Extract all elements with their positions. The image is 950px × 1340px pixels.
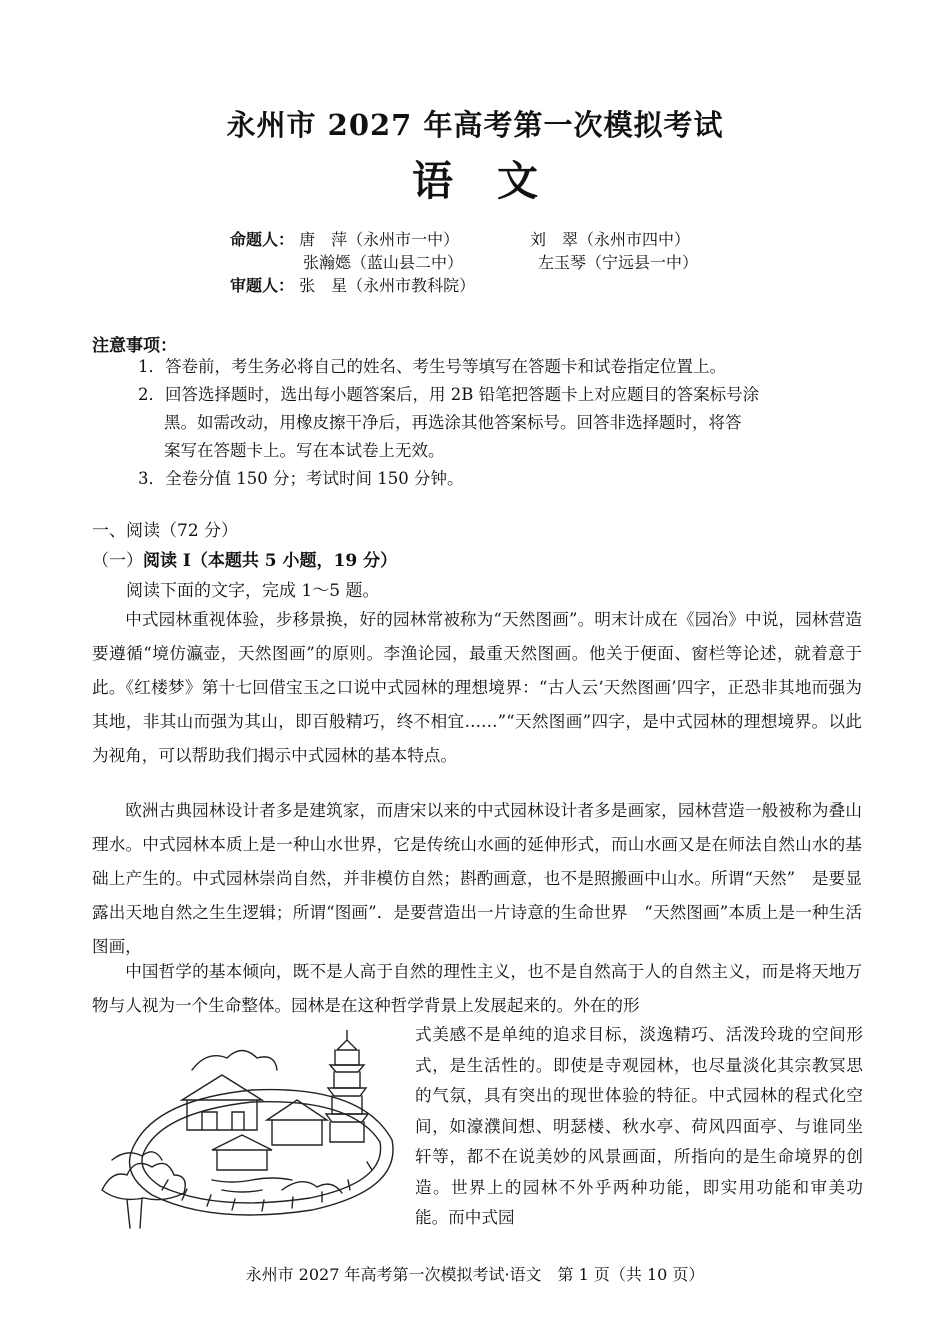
reviewer-label: 审题人：: [230, 276, 295, 295]
subject-title: 语文: [412, 157, 582, 205]
note-item: 案写在答题卡上。写在本试卷上无效。: [164, 441, 445, 460]
instruction: 阅读下面的文字，完成 1～5 题。: [126, 581, 380, 601]
section-title: 一、阅读（72 分）: [92, 521, 239, 541]
note-item: 1．答卷前，考生务必将自己的姓名、考生号等填写在答题卡和试卷指定位置上。: [138, 357, 726, 376]
part-heading: 阅读 I（本题共 5 小题，19 分）: [143, 551, 398, 571]
proposer-name: 张瀚嫕（蓝山县二中）: [303, 253, 464, 272]
proposer-name: 刘 翠（永州市四中）: [530, 230, 691, 249]
paragraph-text: 中式园林重视体验，步移景换，好的园林常被称为“天然图画”。明末计成在《园冶》中说，园林营造要遵循“境仿瀛壶，天然图画”的原则。李渔论园，最重天然图画。他关于便面、窗栏等论述，就着意于此。《红楼梦》第十七回借宝玉之口说中式园林的理想境界：“古人云‘天然图画’四字，正恐非其地而强为其地，非其山而强为其山，即百般精巧，终不相宜……”“天然图画”四字，是中式园林的理想境界。以此为视角，可以帮助我们揭示中式园林的基本特点。: [92, 610, 862, 765]
paragraph-text: 式美感不是单纯的追求目标，淡逸精巧、活泼玲珑的空间形式，是生活性的。即使是寺观园林，也尽量淡化其宗教冥思的气氛，具有突出的现世体验的特征。中式园林的程式化空间，如濠濮间想、明瑟楼、秋水亭、荷风四面亭、与谁同坐轩等，都不在说美妙的风景画面，所指向的是生命境界的创造。世界上的园林不外乎两种功能，即实用功能和审美功能。而中式园: [415, 1025, 863, 1227]
exam-title: 永州市 2027 年高考第一次模拟考试: [226, 108, 724, 142]
proposer-label: 命题人：: [230, 230, 295, 249]
proposer-name: 唐 萍（永州市一中）: [299, 230, 460, 249]
garden-illustration: [92, 1030, 412, 1230]
proposer-name: 左玉琴（宁远县一中）: [538, 253, 699, 272]
reviewer-name: 张 星（永州市教科院）: [299, 276, 476, 295]
passage-paragraph-3-wrap: [415, 1020, 863, 1234]
passage-paragraph-3: [92, 955, 862, 1023]
page-footer: 永州市 2027 年高考第一次模拟考试·语文 第 1 页（共 10 页）: [245, 1265, 705, 1284]
note-item: 3．全卷分值 150 分；考试时间 150 分钟。: [138, 469, 464, 488]
passage-paragraph-1: [92, 603, 862, 773]
proposer-row-1: [230, 228, 459, 252]
paragraph-text: 欧洲古典园林设计者多是建筑家，而唐宋以来的中式园林设计者多是画家，园林营造一般被称为叠山理水。中式园林本质上是一种山水世界，它是传统山水画的延伸形式，而山水画又是在师法自然山水的基础上产生的。中式园林崇尚自然，并非模仿自然；斟酌画意，也不是照搬画中山水。所谓“天然” 是要显露出天地自然之生生逻辑；所谓“图画”．是要营造出一片诗意的生命世界 “天然图画”本质上是一种生活图画，: [92, 801, 862, 956]
paragraph-text: 中国哲学的基本倾向，既不是人高于自然的理性主义，也不是自然高于人的自然主义，而是将天地万物与人视为一个生命整体。园林是在这种哲学背景上发展起来的。外在的形: [92, 962, 862, 1015]
part-title: [92, 546, 397, 571]
notes-heading: 注意事项：: [92, 336, 177, 356]
part-prefix: （一）: [92, 551, 143, 571]
note-item: 2．回答选择题时，选出每小题答案后，用 2B 铅笔把答题卡上对应题目的答案标号涂: [138, 385, 760, 404]
reviewer-row: [230, 274, 475, 298]
note-item: 黑。如需改动，用橡皮擦干净后，再选涂其他答案标号。回答非选择题时，将答: [164, 413, 742, 432]
passage-paragraph-2: [92, 794, 862, 964]
